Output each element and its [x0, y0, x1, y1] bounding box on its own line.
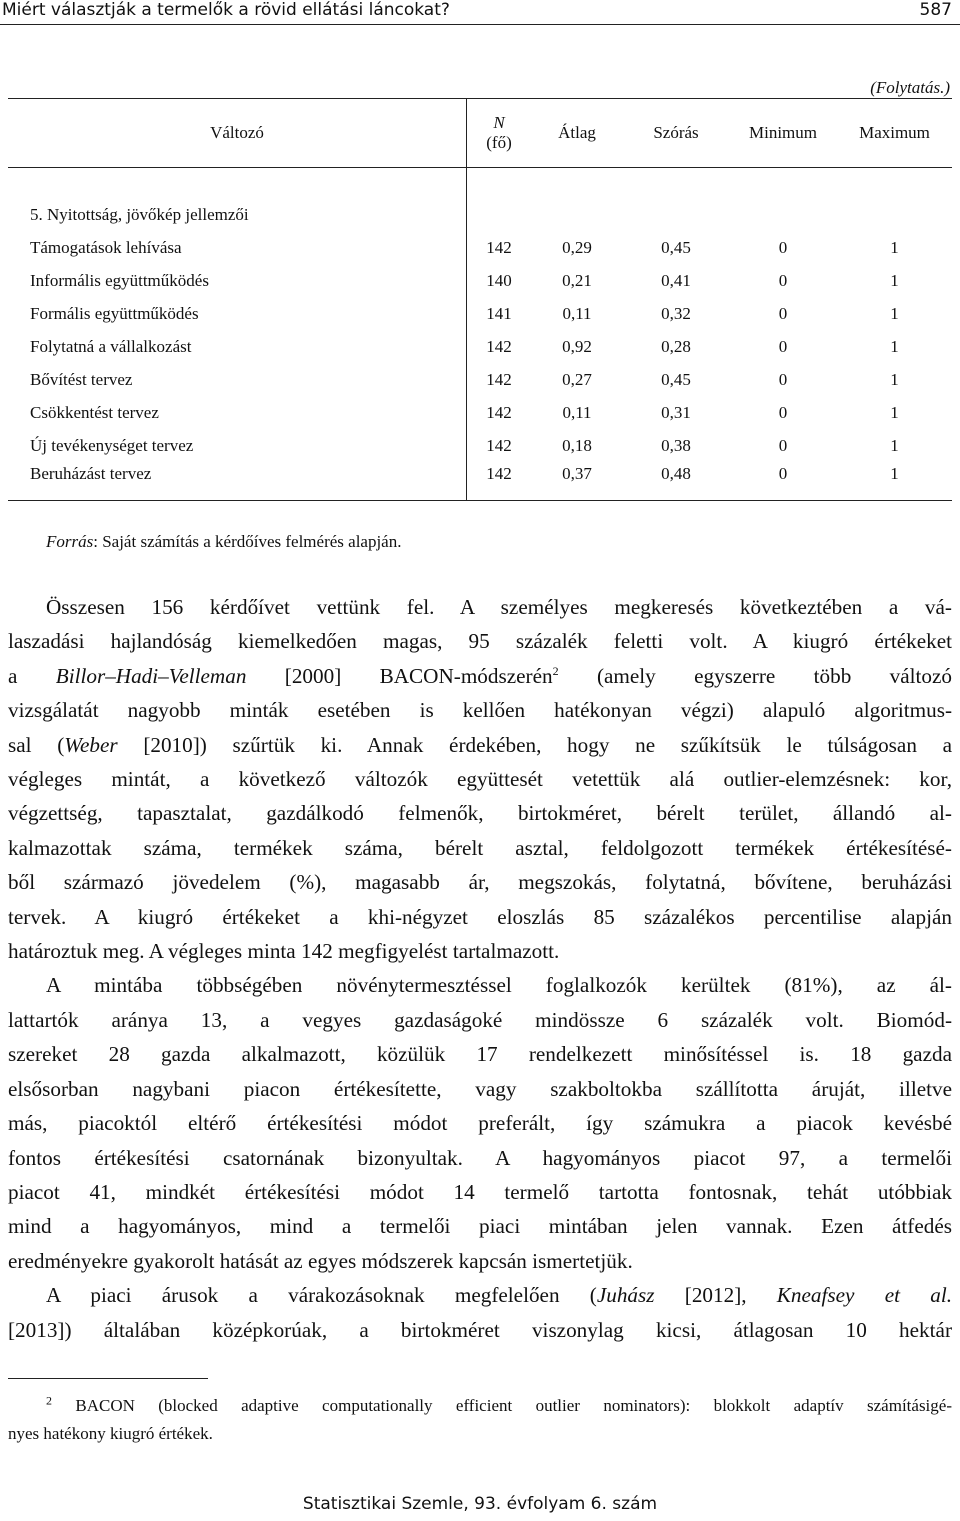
footnote-mark: 2: [46, 1393, 52, 1408]
header-sd: Szórás: [623, 99, 729, 168]
source-text: : Saját számítás a kérdőíves felmérés alapján.: [93, 532, 402, 551]
row-label: Beruházást tervez: [8, 462, 467, 501]
cell-n: 142: [467, 429, 532, 462]
table-section-row: [8, 198, 952, 231]
footnote-ref: 2: [552, 663, 559, 678]
table-header-row: [8, 99, 952, 168]
footnote-line: nyes hatékony kiugró értékek.: [8, 1424, 213, 1443]
cell-max: 1: [890, 303, 899, 323]
table-row: [8, 462, 952, 501]
text-line: fontos értékesítési csatornának bizonyultak. A hagyományos piacot 97, a termelői: [8, 1145, 952, 1170]
cell-max: 1: [890, 336, 899, 356]
text-line: Összesen 156 kérdőívet vettünk fel. A személyes megkeresés következtében a vá-: [46, 595, 952, 619]
cell-min: 0: [778, 435, 788, 455]
cell-mean: 0,92: [562, 336, 592, 356]
cell-n: 140: [467, 264, 532, 297]
text-line: mind a hagyományos, mind a termelői piaci mintában jelen vannak. Ezen átfedés: [8, 1214, 952, 1239]
table-row: [8, 231, 952, 264]
cell-max: 1: [890, 237, 899, 257]
citation: Juhász: [596, 1283, 655, 1308]
text-line: [8, 659, 952, 693]
citation: Billor–Hadi–Velleman: [55, 663, 247, 688]
text-line: elsősorban nagybani piacon értékesítette, vagy szakboltokba szállította áruját, illetve: [8, 1076, 952, 1101]
cell-n: 142: [467, 231, 532, 264]
cell-max: 1: [890, 270, 899, 290]
cell-sd: 0,48: [623, 462, 729, 501]
table-row: [8, 396, 952, 429]
text-run: [2012],: [654, 1283, 777, 1308]
text-line: más, piacoktól eltérő értékesítési módot preferált, így számukra a piacok kevésbé: [8, 1111, 952, 1136]
text-line: [8, 1278, 952, 1312]
text-line: határoztuk meg. A végleges minta 142 megfigyelést tartalmazott.: [8, 939, 560, 964]
running-header: [0, 0, 960, 25]
cell-min: 0: [778, 336, 788, 356]
cell-sd: 0,28: [661, 336, 691, 356]
cell-mean: 0,11: [562, 402, 592, 422]
cell-min: 0: [778, 237, 788, 257]
paragraph-2: [8, 968, 952, 1278]
body-text: [8, 590, 952, 1347]
cell-min: 0: [729, 462, 837, 501]
table-source-note: [46, 532, 401, 552]
text-line: laszadási hajlandóság kiemelkedően magas, 95 százalék feletti volt. A kiugró értékeket: [8, 629, 952, 654]
cell-mean: 0,27: [562, 369, 592, 389]
text-line: eredményekre gyakorolt hatását az egyes módszerek kapcsán ismertetjük.: [8, 1248, 633, 1273]
cell-n: 141: [467, 297, 532, 330]
journal-footer: Statisztikai Szemle, 93. évfolyam 6. szám: [302, 1494, 658, 1514]
text-line: szereket 28 gazda alkalmazott, közülük 17 rendelkezett minősítéssel is. 18 gazda: [8, 1042, 952, 1067]
text-run: A piaci árusok a várakozásoknak megfelelően (: [46, 1283, 597, 1308]
table-spacer-row: [8, 168, 952, 199]
table-row: [8, 264, 952, 297]
cell-min: 0: [778, 369, 788, 389]
cell-min: 0: [778, 270, 788, 290]
header-n: [467, 99, 532, 168]
table-row: [8, 297, 952, 330]
statistics-table: [8, 98, 952, 501]
header-mean: Átlag: [531, 99, 623, 168]
source-label: Forrás: [46, 532, 94, 551]
cell-max: 1: [890, 435, 899, 455]
text-run: (amely egyszerre több változó: [558, 663, 953, 688]
header-n-unit: (fő): [486, 133, 512, 152]
row-label: Új tevékenységet tervez: [30, 435, 194, 455]
citation: Kneafsey et al.: [776, 1283, 952, 1308]
text-line: [2013]) általában középkorúak, a birtokméret viszonylag kicsi, átlagosan 10 hektár: [8, 1317, 952, 1342]
header-max: Maximum: [837, 99, 952, 168]
table-row: [8, 330, 952, 363]
row-label: Támogatások lehívása: [30, 237, 182, 257]
cell-sd: 0,38: [661, 435, 691, 455]
text-run: [2010]) szűrtük ki. Annak érdekében, hogy ne szűkítsük le túlságosan a: [117, 732, 952, 757]
footnote-text: BACON (blocked adaptive computationally efficient outlier nominators): blokkolt adaptív számításigé-: [52, 1396, 952, 1415]
row-label: Formális együttműködés: [30, 303, 199, 323]
text-line: kalmazottak száma, termékek száma, bérelt asztal, feldolgozott termékek értékesítésé-: [8, 835, 952, 860]
header-min: Minimum: [729, 99, 837, 168]
table-continued-label: (Folytatás.): [870, 78, 950, 97]
cell-sd: 0,45: [661, 369, 691, 389]
table-row: [8, 363, 952, 396]
row-label: Informális együttműködés: [30, 270, 209, 290]
paragraph-1: [8, 590, 952, 968]
row-label: Bővítést tervez: [30, 369, 133, 389]
page-number: 587: [919, 0, 952, 20]
cell-sd: 0,41: [661, 270, 691, 290]
footnote-line: [8, 1392, 952, 1420]
text-line: A mintába többségében növénytermesztéssel foglalkozók kerültek (81%), az ál-: [46, 973, 952, 998]
citation: Weber: [64, 732, 118, 757]
text-line: végzettség, tapasztalat, gazdálkodó felmenők, birtokméret, bérelt terület, állandó al-: [8, 801, 952, 826]
cell-min: 0: [778, 303, 788, 323]
cell-mean: 0,21: [562, 270, 592, 290]
header-variable: Változó: [8, 99, 467, 168]
cell-n: 142: [467, 462, 532, 501]
cell-max: 1: [890, 369, 899, 389]
text-line: tervek. A kiugró értékeket a khi-négyzet eloszlás 85 százalékos percentilise alapján: [8, 904, 952, 929]
cell-max: 1: [890, 402, 899, 422]
footnote: [8, 1392, 952, 1448]
text-run: a: [8, 663, 56, 688]
running-title: Miért választják a termelők a rövid ellátási láncokat?: [2, 0, 450, 20]
cell-min: 0: [778, 402, 788, 422]
paragraph-3: [8, 1278, 952, 1347]
text-run: [2000] BACON-módszerén: [246, 663, 553, 688]
cell-sd: 0,45: [661, 237, 691, 257]
text-line: piacot 41, mindkét értékesítési módot 14 termelő tartotta fontosnak, tehát utóbbiak: [8, 1179, 952, 1204]
cell-n: 142: [467, 330, 532, 363]
footnote-separator: [8, 1378, 208, 1379]
cell-mean: 0,18: [562, 435, 592, 455]
text-line: ből származó jövedelem (%), magasabb ár, megszokás, folytatná, bővítene, beruházási: [8, 870, 952, 895]
cell-mean: 0,37: [531, 462, 623, 501]
cell-sd: 0,32: [661, 303, 691, 323]
text-run: sal (: [8, 732, 65, 757]
text-line: végleges mintát, a következő változók együttesét vetettük alá outlier-elemzésnek: kor,: [8, 767, 952, 792]
text-line: [8, 728, 952, 762]
cell-mean: 0,11: [562, 303, 592, 323]
table-row: [8, 429, 952, 462]
header-n-symbol: N: [493, 113, 505, 132]
row-label: Folytatná a vállalkozást: [30, 336, 192, 356]
cell-n: 142: [467, 396, 532, 429]
text-line: vizsgálatát nagyobb minták esetében is kellően hatékonyan végzi) alapuló algoritmus-: [8, 698, 952, 723]
cell-max: 1: [837, 462, 952, 501]
cell-mean: 0,29: [562, 237, 592, 257]
cell-n: 142: [467, 363, 532, 396]
cell-sd: 0,31: [661, 402, 691, 422]
row-label: Csökkentést tervez: [30, 402, 159, 422]
text-line: lattartók aránya 13, a vegyes gazdaságoké mindössze 6 százalék volt. Biomód-: [8, 1007, 952, 1032]
section-title: 5. Nyitottság, jövőkép jellemzői: [30, 204, 249, 224]
